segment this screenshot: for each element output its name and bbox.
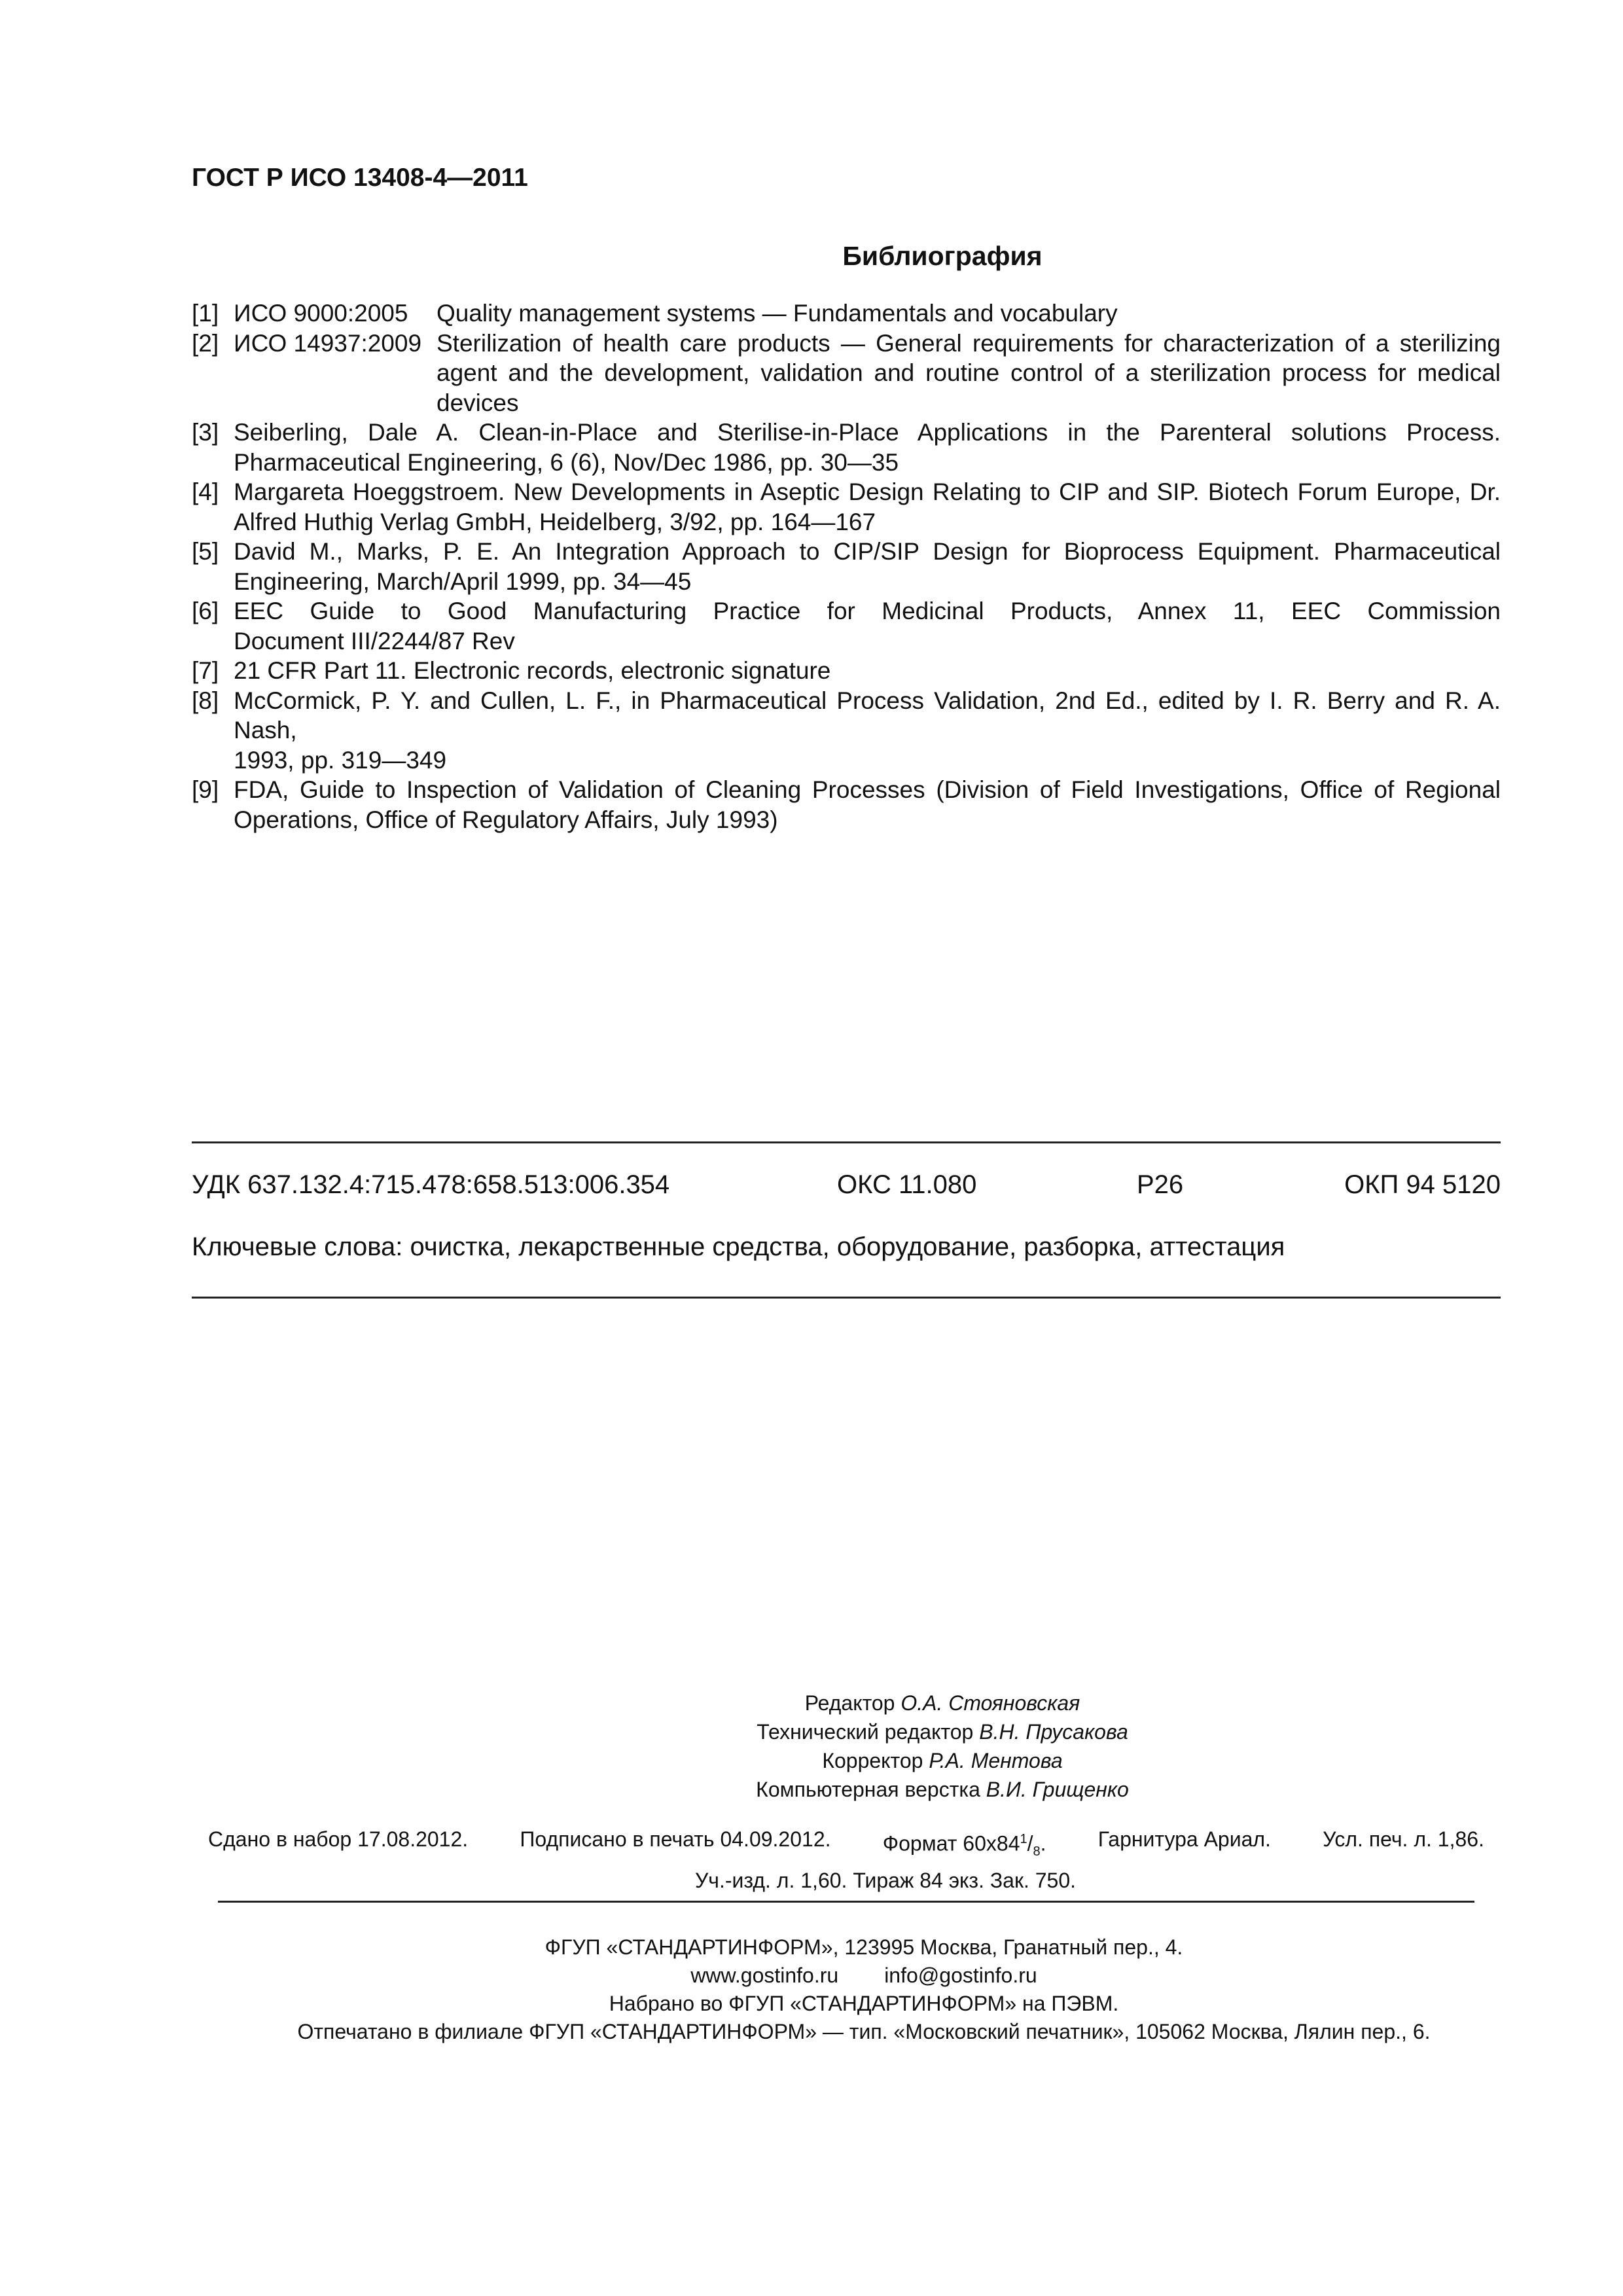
ref-line: FDA, Guide to Inspection of Validation of Cleaning Processes (Division of Field Investigations, Office of Regional xyxy=(234,776,1501,803)
website-link[interactable]: www.gostinfo.ru xyxy=(690,1964,839,1987)
submitted-date: Сдано в набор 17.08.2012. xyxy=(208,1827,469,1851)
ref-line: Seiberling, Dale A. Clean-in-Place and Sterilise-in-Place Applications in the Parenteral solutions Process. xyxy=(234,419,1501,446)
ref-line: Sterilization of health care products — General requirements for characterization of a sterilizing xyxy=(437,329,1501,357)
ref-code: ИСО 14937:2009 xyxy=(234,329,422,357)
oks-code: ОКС 11.080 xyxy=(837,1170,977,1199)
ref-number: [7] xyxy=(192,657,219,684)
editor-name: В.И. Грищенко xyxy=(986,1778,1129,1801)
editor-name: О.А. Стояновская xyxy=(901,1691,1080,1715)
editor-role: Компьютерная верстка xyxy=(756,1778,980,1801)
divider-rule xyxy=(192,1141,1501,1143)
publication-row: Уч.-изд. л. 1,60. Тираж 84 экз. Зак. 750. xyxy=(694,1869,1077,1893)
ref-line: Quality management systems — Fundamentals and vocabulary xyxy=(437,300,1118,327)
publication-info xyxy=(208,1825,1484,1895)
bibliography-entry xyxy=(192,656,1501,686)
ref-number: [2] xyxy=(192,329,219,357)
editor-role: Редактор xyxy=(804,1691,895,1715)
printed-note: Отпечатано в филиале ФГУП «СТАНДАРТИНФОРМ» — тип. «Московский печатник», 105062 Москва, Лялин пер., 6. xyxy=(297,2020,1431,2043)
typeset-note: Набрано во ФГУП «СТАНДАРТИНФОРМ» на ПЭВМ. xyxy=(609,1992,1119,2015)
ref-code: ИСО 9000:2005 xyxy=(234,300,408,327)
ref-number: [9] xyxy=(192,776,219,803)
print-sheets: Усл. печ. л. 1,86. xyxy=(1323,1827,1484,1851)
ref-line: Pharmaceutical Engineering, 6 (6), Nov/Dec 1986, pp. 30—35 xyxy=(234,448,899,476)
ref-number: [8] xyxy=(192,687,219,714)
group-code: Р26 xyxy=(1137,1170,1184,1199)
editors-block xyxy=(0,1689,1623,1804)
bibliography-entry xyxy=(192,298,1501,329)
bibliography-list xyxy=(192,298,1501,834)
bibliography-title: Библиография xyxy=(842,241,1043,271)
editor-role: Технический редактор xyxy=(757,1720,974,1744)
bibliography-entry xyxy=(192,775,1501,834)
paper-format: Формат $60х84^1/_8$. xyxy=(882,1831,1046,1859)
bibliography-entry xyxy=(192,418,1501,477)
bibliography-entry xyxy=(192,596,1501,656)
divider-rule xyxy=(218,1901,1474,1903)
editor-name: В.Н. Прусакова xyxy=(979,1720,1128,1744)
editor-line xyxy=(262,1775,1623,1804)
divider-rule xyxy=(192,1297,1501,1299)
keywords: Ключевые слова: очистка, лекарственные средства, оборудование, разборка, аттестация xyxy=(192,1232,1285,1261)
ref-line: Margareta Hoeggstroem. New Developments in Aseptic Design Relating to CIP and SIP. Biotech Forum Europe, Dr. xyxy=(234,478,1501,505)
ref-line: Document III/2244/87 Rev xyxy=(234,627,515,655)
publisher-footer xyxy=(0,1933,1623,2046)
ref-line: Engineering, March/April 1999, pp. 34—45 xyxy=(234,567,692,595)
bibliography-entry xyxy=(192,537,1501,596)
editor-line xyxy=(262,1717,1623,1746)
editor-line xyxy=(262,1746,1623,1775)
ref-line: 21 CFR Part 11. Electronic records, electronic signature xyxy=(234,657,831,684)
editor-role: Корректор xyxy=(822,1749,923,1772)
bibliography-entry xyxy=(192,686,1501,776)
ref-line: devices xyxy=(437,389,519,416)
ref-line: David M., Marks, P. E. An Integration Approach to CIP/SIP Design for Bioprocess Equipment. Pharmaceutical xyxy=(234,538,1501,565)
udk-code: УДК 637.132.4:715.478:658.513:006.354 xyxy=(192,1170,670,1199)
ref-line: Operations, Office of Regulatory Affairs, July 1993) xyxy=(234,806,778,833)
publisher-address: ФГУП «СТАНДАРТИНФОРМ», 123995 Москва, Гранатный пер., 4. xyxy=(544,1935,1183,1959)
bibliography-entry xyxy=(192,329,1501,418)
publication-row xyxy=(208,1825,1484,1866)
okp-code: ОКП 94 5120 xyxy=(1344,1170,1501,1199)
ref-line: Alfred Huthig Verlag GmbH, Heidelberg, 3/92, pp. 164—167 xyxy=(234,508,876,535)
ref-line: 1993, pp. 319—349 xyxy=(234,746,447,774)
ref-number: [3] xyxy=(192,419,219,446)
ref-line: agent and the development, validation and routine control of a sterilization process for medical xyxy=(437,359,1501,386)
classification-row xyxy=(192,1170,1501,1200)
editor-line xyxy=(262,1689,1623,1717)
signed-date: Подписано в печать 04.09.2012. xyxy=(520,1827,831,1851)
ref-line: EEC Guide to Good Manufacturing Practice for Medicinal Products, Annex 11, EEC Commission xyxy=(234,598,1501,624)
ref-line: McCormick, P. Y. and Cullen, L. F., in Pharmaceutical Process Validation, 2nd Ed., edited by I. R. Berry and R. A. Nash, xyxy=(234,687,1501,744)
editor-name: Р.А. Ментова xyxy=(929,1749,1063,1772)
ref-number: [1] xyxy=(192,300,219,327)
standard-id: ГОСТ Р ИСО 13408-4—2011 xyxy=(192,164,528,192)
publisher-contacts xyxy=(105,1962,1623,1990)
ref-number: [5] xyxy=(192,538,219,565)
ref-number: [4] xyxy=(192,478,219,505)
typeface: Гарнитура Ариал. xyxy=(1097,1827,1271,1851)
ref-number: [6] xyxy=(192,598,219,624)
email-link[interactable]: info@gostinfo.ru xyxy=(884,1964,1037,1987)
bibliography-entry xyxy=(192,477,1501,537)
